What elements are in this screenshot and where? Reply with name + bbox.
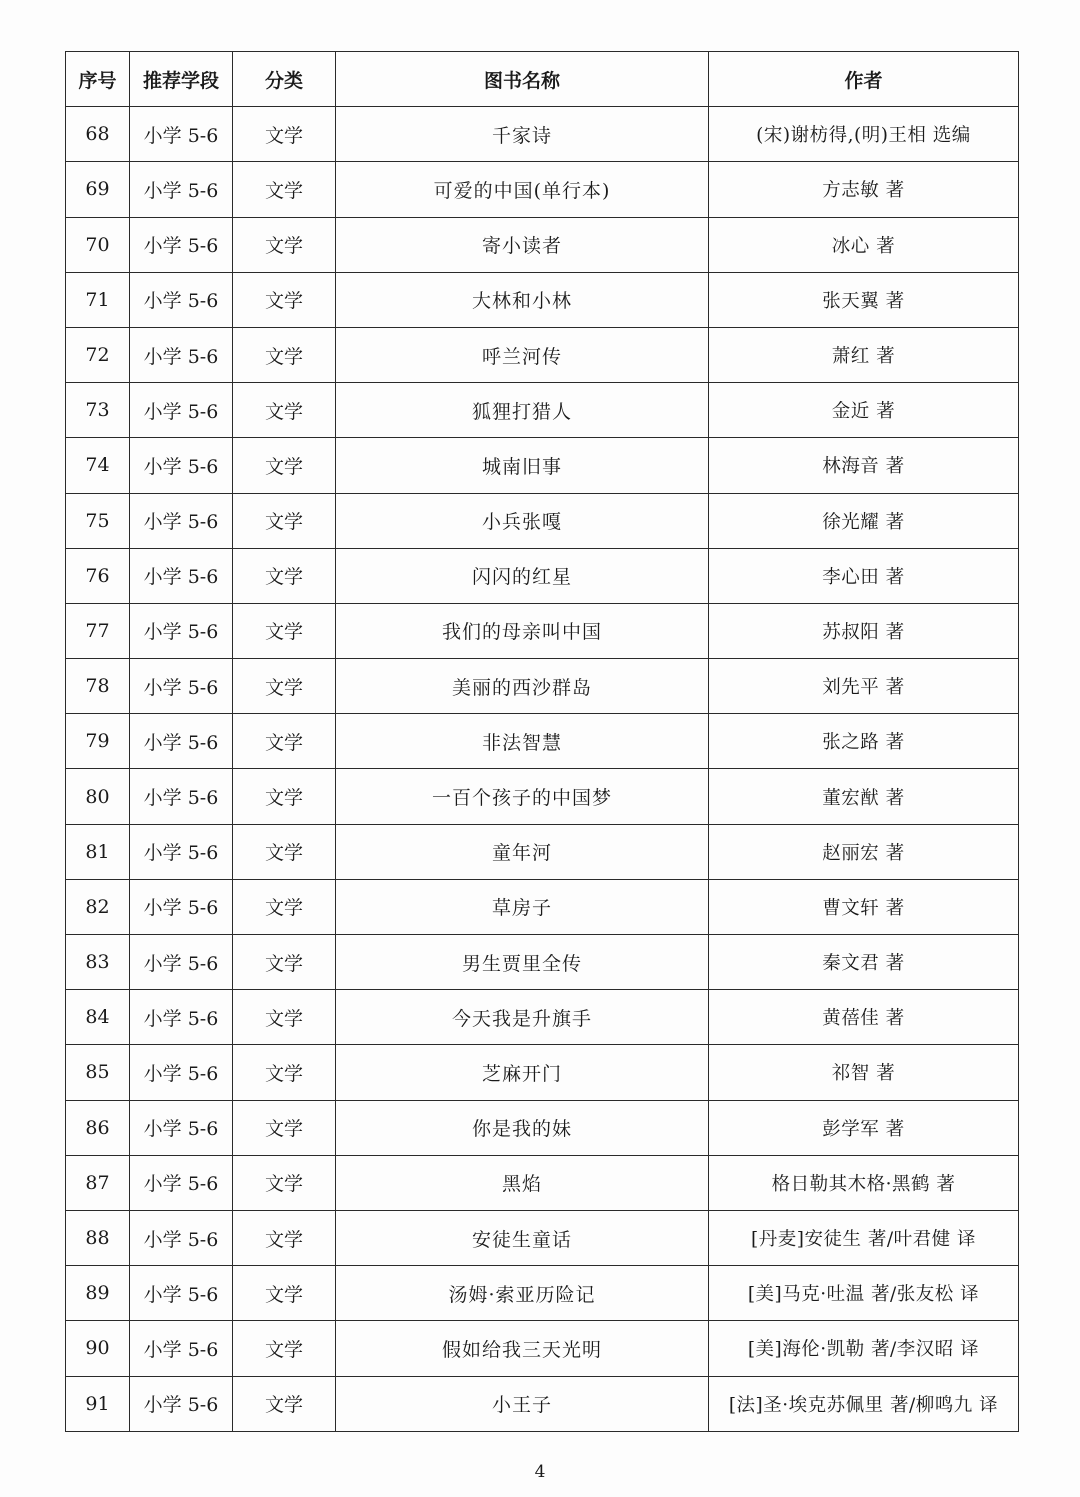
cell-author: 萧红 著 [709,327,1019,382]
cell-number: 76 [66,548,130,603]
table-row [66,659,1019,714]
table-row [66,438,1019,493]
table-row [66,217,1019,272]
cell-stage: 小学 5-6 [130,383,233,438]
cell-author: 秦文君 著 [709,935,1019,990]
cell-number: 79 [66,714,130,769]
cell-category: 文学 [233,548,336,603]
cell-title: 汤姆·索亚历险记 [336,1266,709,1321]
cell-stage: 小学 5-6 [130,1210,233,1265]
cell-title: 小王子 [336,1376,709,1431]
cell-title: 你是我的妹 [336,1100,709,1155]
cell-title: 呼兰河传 [336,327,709,382]
table-row [66,1155,1019,1210]
cell-title: 芝麻开门 [336,1045,709,1100]
table-row [66,1266,1019,1321]
header-title: 图书名称 [336,52,709,107]
cell-author: 董宏猷 著 [709,769,1019,824]
cell-title: 美丽的西沙群岛 [336,659,709,714]
cell-stage: 小学 5-6 [130,493,233,548]
cell-stage: 小学 5-6 [130,935,233,990]
cell-category: 文学 [233,824,336,879]
header-row [66,52,1019,107]
cell-stage: 小学 5-6 [130,1045,233,1100]
cell-title: 黑焰 [336,1155,709,1210]
cell-number: 88 [66,1210,130,1265]
table-row [66,107,1019,162]
table-row [66,548,1019,603]
table-row [66,1210,1019,1265]
cell-stage: 小学 5-6 [130,548,233,603]
table-row [66,769,1019,824]
cell-number: 90 [66,1321,130,1376]
cell-title: 寄小读者 [336,217,709,272]
table-row [66,824,1019,879]
cell-category: 文学 [233,383,336,438]
cell-category: 文学 [233,1210,336,1265]
table-row [66,1376,1019,1431]
cell-number: 81 [66,824,130,879]
table-row [66,714,1019,769]
cell-category: 文学 [233,217,336,272]
table-header [66,52,1019,107]
cell-author: 张天翼 著 [709,272,1019,327]
table-row [66,990,1019,1045]
cell-category: 文学 [233,1045,336,1100]
cell-author: 徐光耀 著 [709,493,1019,548]
cell-stage: 小学 5-6 [130,879,233,934]
table-row [66,162,1019,217]
cell-title: 今天我是升旗手 [336,990,709,1045]
cell-author: 黄蓓佳 著 [709,990,1019,1045]
cell-author: 苏叔阳 著 [709,603,1019,658]
header-number: 序号 [66,52,130,107]
cell-number: 74 [66,438,130,493]
table-row [66,603,1019,658]
cell-number: 73 [66,383,130,438]
cell-number: 85 [66,1045,130,1100]
cell-stage: 小学 5-6 [130,659,233,714]
cell-category: 文学 [233,769,336,824]
cell-title: 狐狸打猎人 [336,383,709,438]
cell-number: 83 [66,935,130,990]
cell-number: 84 [66,990,130,1045]
cell-category: 文学 [233,493,336,548]
cell-title: 安徒生童话 [336,1210,709,1265]
cell-number: 75 [66,493,130,548]
cell-number: 71 [66,272,130,327]
cell-stage: 小学 5-6 [130,272,233,327]
cell-number: 82 [66,879,130,934]
cell-number: 86 [66,1100,130,1155]
cell-author: 刘先平 著 [709,659,1019,714]
cell-stage: 小学 5-6 [130,1376,233,1431]
cell-title: 童年河 [336,824,709,879]
header-author: 作者 [709,52,1019,107]
cell-author: 曹文轩 著 [709,879,1019,934]
cell-category: 文学 [233,990,336,1045]
cell-number: 91 [66,1376,130,1431]
cell-number: 89 [66,1266,130,1321]
cell-author: 彭学军 著 [709,1100,1019,1155]
cell-title: 城南旧事 [336,438,709,493]
cell-author: [丹麦]安徒生 著/叶君健 译 [709,1210,1019,1265]
cell-author: [法]圣·埃克苏佩里 著/柳鸣九 译 [709,1376,1019,1431]
cell-category: 文学 [233,272,336,327]
cell-title: 一百个孩子的中国梦 [336,769,709,824]
cell-author: [美]马克·吐温 著/张友松 译 [709,1266,1019,1321]
cell-category: 文学 [233,1266,336,1321]
cell-category: 文学 [233,1321,336,1376]
cell-category: 文学 [233,1100,336,1155]
cell-stage: 小学 5-6 [130,1266,233,1321]
cell-title: 千家诗 [336,107,709,162]
cell-title: 可爱的中国(单行本) [336,162,709,217]
cell-author: 张之路 著 [709,714,1019,769]
table-row [66,1100,1019,1155]
cell-stage: 小学 5-6 [130,438,233,493]
cell-stage: 小学 5-6 [130,603,233,658]
page-number: 4 [534,1462,546,1482]
cell-category: 文学 [233,327,336,382]
cell-stage: 小学 5-6 [130,990,233,1045]
cell-number: 68 [66,107,130,162]
cell-stage: 小学 5-6 [130,1321,233,1376]
cell-author: [美]海伦·凯勒 著/李汉昭 译 [709,1321,1019,1376]
cell-stage: 小学 5-6 [130,107,233,162]
cell-author: 李心田 著 [709,548,1019,603]
cell-category: 文学 [233,1155,336,1210]
header-stage: 推荐学段 [130,52,233,107]
table-row [66,879,1019,934]
cell-title: 非法智慧 [336,714,709,769]
cell-author: 祁智 著 [709,1045,1019,1100]
cell-category: 文学 [233,162,336,217]
cell-title: 大林和小林 [336,272,709,327]
table-row [66,1321,1019,1376]
cell-category: 文学 [233,714,336,769]
cell-stage: 小学 5-6 [130,1100,233,1155]
cell-title: 小兵张嘎 [336,493,709,548]
cell-author: 方志敏 著 [709,162,1019,217]
table-row [66,327,1019,382]
cell-author: 赵丽宏 著 [709,824,1019,879]
cell-author: (宋)谢枋得,(明)王相 选编 [709,107,1019,162]
cell-number: 77 [66,603,130,658]
cell-author: 林海音 著 [709,438,1019,493]
cell-number: 72 [66,327,130,382]
book-list-table [65,51,1019,1432]
cell-author: 冰心 著 [709,217,1019,272]
cell-category: 文学 [233,438,336,493]
cell-number: 80 [66,769,130,824]
cell-title: 假如给我三天光明 [336,1321,709,1376]
cell-stage: 小学 5-6 [130,1155,233,1210]
cell-category: 文学 [233,107,336,162]
cell-number: 78 [66,659,130,714]
table-row [66,383,1019,438]
cell-stage: 小学 5-6 [130,327,233,382]
cell-stage: 小学 5-6 [130,217,233,272]
cell-title: 草房子 [336,879,709,934]
table-row [66,935,1019,990]
cell-category: 文学 [233,1376,336,1431]
cell-number: 87 [66,1155,130,1210]
cell-stage: 小学 5-6 [130,769,233,824]
table-row [66,272,1019,327]
table-row [66,1045,1019,1100]
cell-author: 格日勒其木格·黑鹤 著 [709,1155,1019,1210]
cell-category: 文学 [233,879,336,934]
cell-stage: 小学 5-6 [130,824,233,879]
cell-title: 我们的母亲叫中国 [336,603,709,658]
table-body [66,107,1019,1432]
cell-category: 文学 [233,935,336,990]
cell-stage: 小学 5-6 [130,714,233,769]
cell-title: 男生贾里全传 [336,935,709,990]
table-row [66,493,1019,548]
cell-number: 70 [66,217,130,272]
cell-author: 金近 著 [709,383,1019,438]
cell-category: 文学 [233,659,336,714]
header-category: 分类 [233,52,336,107]
cell-title: 闪闪的红星 [336,548,709,603]
cell-stage: 小学 5-6 [130,162,233,217]
cell-number: 69 [66,162,130,217]
cell-category: 文学 [233,603,336,658]
